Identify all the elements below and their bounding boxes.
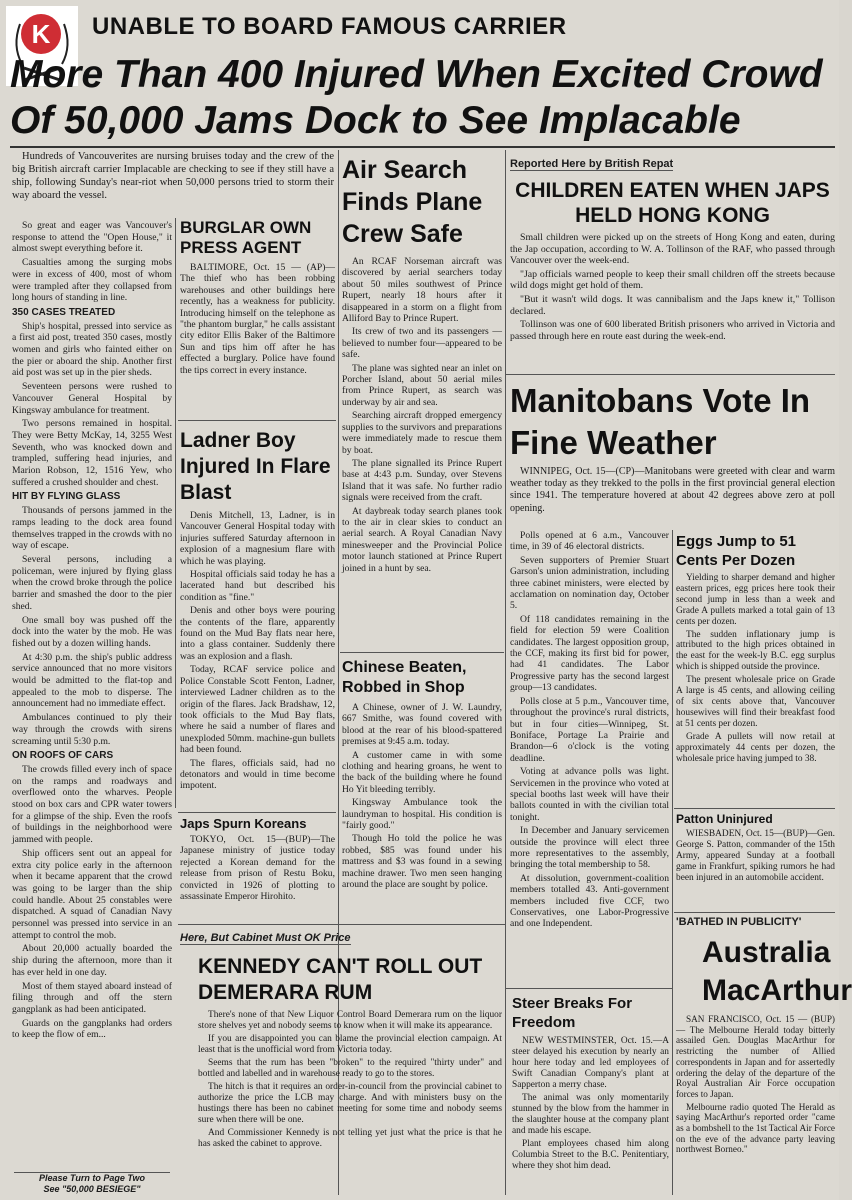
- rule-kennedy-top: [178, 924, 505, 925]
- kennedy-story: [180, 928, 502, 1190]
- kicker-headline: UNABLE TO BOARD FAMOUS CARRIER: [92, 13, 567, 40]
- ladner-paragraph: Hospital officials said today he has a lacerated hand but described his condition as "fine.": [180, 569, 335, 603]
- lead-paragraph: Ambulances continued to ply their way through the crowds with sirens screaming until 5:30 p.m.: [12, 712, 172, 747]
- manitoba-paragraph: Of 118 candidates remaining in the field for election 59 were Coalition candidates. The largest opposition group, the CCF, making its first bid for power, had 41 candidates. The Labor Progressive party has the second largest group—13 candidates.: [510, 613, 669, 694]
- eggs-paragraph: Grade A pullets will now retail at approximately 44 cents per dozen, the wholesale price having jumped to 38.: [676, 731, 835, 764]
- eggs-paragraph: Yielding to sharper demand and higher eastern prices, egg prices here took their second jump in less than a week and Grade A pullets marked a total gain of 13 cents per dozen.: [676, 573, 835, 627]
- lead-story-column: [12, 220, 172, 1195]
- japs-koreans-body: [180, 834, 335, 916]
- main-headline-line2: Of 50,000 Jams Dock to See Implacable: [10, 99, 741, 142]
- lead-subhead: 350 CASES TREATED: [12, 306, 116, 318]
- lead-paragraph: Casualties among the surging mobs were in excess of 400, most of whom were trampled after they collapsed from long hours of standing in line.: [12, 257, 172, 304]
- steer-paragraph: The animal was only momentarily stunned by the blow from the hammer in the slaughter house at the company plant and made his escape.: [512, 1093, 669, 1136]
- rule-patton: [674, 912, 835, 913]
- rule-manitoba: [506, 988, 672, 989]
- ladner-headline: Ladner Boy Injured In Flare Blast: [180, 429, 331, 504]
- lead-paragraph: Several persons, including a policeman, were injured by flying glass when the crowd broke through the police barrier and smashed the door to the pier shed.: [12, 553, 172, 612]
- hong-kong-paragraph: "Jap officials warned people to keep their small children off the streets because wild dogs might get hold of them.: [510, 268, 835, 292]
- lead-paragraph: Thousands of persons jammed in the ramps leading to the dock area found themselves trapped in the crowds with no way of escape.: [12, 505, 172, 552]
- column-rule-3: [505, 150, 506, 1195]
- macarthur-story: [676, 916, 852, 1164]
- manitoba-lead: [510, 466, 835, 528]
- lead-intro: [12, 150, 334, 216]
- air-search-paragraph: Searching aircraft dropped emergency supplies to the survivors and preparations were immediately made to rescue them by boat.: [342, 410, 502, 456]
- air-search-paragraph: Its crew of two and its passengers — believed to number four—appeared to be safe.: [342, 326, 502, 361]
- hong-kong-kicker: Reported Here by British Repat: [510, 158, 674, 170]
- main-headline-line1: More Than 400 Injured When Excited Crowd: [10, 53, 823, 96]
- hong-kong-story: [510, 154, 835, 374]
- chinese-story: [342, 658, 502, 918]
- manitoba-paragraph: At dissolution, government-coalition members totalled 43. Anti-government members included five CCF, two Conservatives, one Labor-Progressive and one Independent.: [510, 872, 669, 930]
- rule-eggs: [674, 808, 835, 809]
- macarthur-paragraph: Melbourne radio quoted The Herald as saying MacArthur's reported order "came as a bombshell to the 1st Tactical Air Force on the eve of the advance party leaving northwest Borneo.": [676, 1101, 835, 1155]
- steer-headline: Steer Breaks For Freedom: [512, 995, 633, 1031]
- continued-line2: See "50,000 BESIEGE": [43, 1184, 141, 1194]
- manitoba-paragraph: Polls close at 5 p.m., Vancouver time, throughout the province's rural districts, but in four cities—Winnipeg, St. Boniface, Portage La Prairie and Brandon—6 o'clock is the voting deadline.: [510, 695, 669, 764]
- kennedy-paragraph: If you are disappointed you can blame the provincial election campaign. At least that is the unofficial word from Victoria today.: [198, 1034, 502, 1055]
- patton-body: [676, 829, 835, 919]
- lead-paragraph: Ship's hospital, pressed into service as a first aid post, treated 350 cases, mostly women and girls who fainted either on the pier or aboard the ship. Another first aid post was set up in the pier sheds.: [12, 320, 172, 379]
- patton-paragraph: WIESBADEN, Oct. 15—(BUP)—Gen. George S. Patton, commander of the 15th Army, appeared Sunday at a football game in Frankfurt, spiking rumors he had been injured in an automobile accident.: [676, 829, 835, 883]
- chinese-paragraph: Though Ho told the police he was robbed, $85 was found under his mattress and $3 was found in a sewing machine drawer. Two men seen hanging around the place are sought by police.: [342, 833, 502, 891]
- column-rule-1: [175, 218, 176, 808]
- manitoba-body: [510, 530, 669, 930]
- kennedy-paragraph: And Commissioner Kennedy is not telling yet just what the price is that he has asked the cabinet to approve.: [198, 1128, 502, 1149]
- logo-letter: K: [21, 14, 61, 54]
- lead-paragraph: Ship officers sent out an appeal for extra city police early in the afternoon when it became apparent that the crowd was going to be larger than the ship could handle. About 25 constables were dispatched. A squad of Canadian Navy personnel was pressed into service in an attempt to control the mob.: [12, 847, 172, 941]
- main-headline: [10, 52, 835, 144]
- manitoba-paragraph: Polls opened at 6 a.m., Vancouver time, in 39 of 46 electoral districts.: [510, 530, 669, 553]
- eggs-headline: Eggs Jump to 51 Cents Per Dozen: [676, 533, 797, 569]
- japs-koreans-headline: Japs Spurn Koreans: [180, 816, 307, 831]
- macarthur-body: [676, 1014, 835, 1164]
- lead-paragraph: At 4:30 p.m. the ship's public address service announced that no more visitors would be admitted to the flat-top and appealed to the mob to disperse. The announcement had no immediate effect.: [12, 651, 172, 710]
- burglar-body: [180, 262, 335, 412]
- rule-air-search: [340, 652, 504, 653]
- manitoba-lead-paragraph: WINNIPEG, Oct. 15—(CP)—Manitobans were greeted with clear and warm weather today as they trekked to the polls in the first provincial general election since 1941. The temperature hovered at about 42 degrees above zero at poll opening.: [510, 466, 835, 514]
- manitoba-paragraph: Seven supporters of Premier Stuart Garson's union administration, including three cabinet ministers, were elected by acclamation on nomination day, October 5.: [510, 554, 669, 612]
- chinese-paragraph: A Chinese, owner of J. W. Laundry, 667 Smithe, was found covered with blood at the rear of his blood-spattered premises at 9:45 a.m. today.: [342, 702, 502, 748]
- patton-headline: Patton Uninjured: [676, 812, 773, 826]
- eggs-paragraph: The present wholesale price on Grade A large is 45 cents, and allowing ceiling of six cents above that, Vancouver housewives will find their breakfast food at 51 cents per dozen.: [676, 675, 835, 729]
- steer-body: [512, 1036, 669, 1194]
- lead-paragraph: Seventeen persons were rushed to Vancouver General Hospital by Kingsway ambulance for treatment.: [12, 381, 172, 416]
- hong-kong-body: [510, 232, 835, 374]
- chinese-paragraph: A customer came in with some clothing and hearing groans, he went to the back of the building where he found Ho Yit bleeding terribly.: [342, 749, 502, 795]
- patton-story: [676, 812, 835, 919]
- ladner-paragraph: Today, RCAF service police and Police Constable Scott Fenton, Ladner, interviewed Ladner children as to the origin of the flares. Jack Bradshaw, 12, took officials to the Mud Bay flats, where he said a number of flares and unexploded 50mm. machine-gun bullets had been found.: [180, 664, 335, 756]
- lead-paragraph: About 20,000 actually boarded the ship during the afternoon, more than it has ever held in one day.: [12, 943, 172, 978]
- continued-line1: Please Turn to Page Two: [38, 1173, 146, 1183]
- eggs-body: [676, 573, 835, 781]
- ladner-paragraph: Denis and other boys were pouring the contents of the flare, apparently found on the Mud Bay flats near here, into a glass container. Suddenly there was an explosion and a flash.: [180, 605, 335, 662]
- steer-paragraph: NEW WESTMINSTER, Oct. 15.—A steer delayed his execution by nearly an hour here today and led employees of Swift Canadian Company's plant at Sapperton a merry chase.: [512, 1036, 669, 1090]
- chinese-paragraph: Kingsway Ambulance took the laundryman to hospital. His condition is "fairly good.": [342, 797, 502, 832]
- burglar-paragraph: BALTIMORE, Oct. 15 — (AP)—The thief who has been robbing warehouses and other buildings here recently, has a weakness for publicity. Introducing himself on the telephone as "the phantom burglar," he calls assistant city editor Ellis Baker of the Baltimore Sun and tips him off after he has effected a burglary. Police have found the tips correct in every instance.: [180, 262, 335, 376]
- burglar-headline: BURGLAR OWN PRESS AGENT: [180, 218, 312, 257]
- hong-kong-paragraph: Tollinson was one of 600 liberated British prisoners who arrived in Victoria and passed through here en route east during the week-end.: [510, 319, 835, 342]
- manitoba-paragraph: In December and January servicemen outside the province will elect three more representatives to the assembly, bringing the total membership to 58.: [510, 825, 669, 871]
- lead-subhead: ON ROOFS OF CARS: [12, 750, 114, 762]
- lead-paragraph: So great and eager was Vancouver's response to attend the "Open House," it almost swept everything before it.: [12, 220, 172, 255]
- air-search-body: [342, 256, 502, 616]
- macarthur-headline: Australia MacArthur: [702, 936, 852, 1007]
- air-search-paragraph: At daybreak today search planes took to the air in clear skies to conduct an aerial search. A Royal Canadian Navy minesweeper and the Provincial Police motor launch stationed at Prince Rupert joined in a hunt by sea.: [342, 505, 502, 574]
- japs-koreans-story: [180, 816, 335, 916]
- kennedy-kicker: Here, But Cabinet Must OK Price: [180, 932, 351, 944]
- eggs-paragraph: The sudden inflationary jump is attributed to the high prices obtained in the east for the week-ly B.C. egg surplus which is shipped outside the province.: [676, 629, 835, 673]
- chinese-body: [342, 702, 502, 918]
- header-rule: [10, 146, 835, 148]
- eggs-story: [676, 532, 835, 781]
- lead-subhead: HIT BY FLYING GLASS: [12, 491, 121, 503]
- lead-paragraph: Two persons remained in hospital. They were Betty McKay, 14, 3255 West Seventh, who was knocked down and trampled, suffering head injuries, and Marion Robson, 12, 1516 Yew, who suffered a crushed shoulder and chest.: [12, 418, 172, 488]
- ladner-body: [180, 510, 335, 800]
- air-search-story: [342, 154, 502, 616]
- manitoba-paragraph: Voting at advance polls was light. Servicemen in the province who voted at special booths last week will have their ballots counted in with the civilian total tonight.: [510, 766, 669, 823]
- lead-paragraph: One small boy was pushed off the dock into the water by the mob. He was fished out by a dozen willing hands.: [12, 614, 172, 649]
- kennedy-paragraph: Seems that the rum has been "broken" to the required "thirty under" and bottled and labelled and in warehouse ready to go to the stores.: [198, 1058, 502, 1079]
- ladner-story: [180, 428, 335, 800]
- air-search-paragraph: An RCAF Norseman aircraft was discovered by aerial searchers today about 50 miles southwest of Prince Rupert, nearly 18 hours after it disappeared in a storm on a flight from Alliford Bay to Prince Rupert.: [342, 256, 502, 325]
- column-rule-4: [672, 530, 673, 1195]
- air-search-paragraph: The plane signalled its Prince Rupert base at 4:43 p.m. Sunday, over Stevens Island that it was safe. No further radio signals were received from the craft.: [342, 457, 502, 504]
- hong-kong-paragraph: "But it wasn't wild dogs. It was cannibalism and the Japs knew it," Tollison declared.: [510, 293, 835, 317]
- lead-paragraph: Guards on the gangplanks had orders to keep the flow of em...: [12, 1017, 172, 1041]
- lead-intro-text: Hundreds of Vancouverites are nursing bruises today and the crew of the big British aircraft carrier Implacable are checking to see if they still have a ship, following Sunday's near-riot when 50,000 persons tried to storm their way aboard the vessel.: [12, 151, 334, 201]
- steer-paragraph: Plant employees chased him along Columbia Street to the B.C. Penitentiary, where they shot him dead.: [512, 1139, 669, 1171]
- rule-burglar: [178, 420, 336, 421]
- ladner-paragraph: Denis Mitchell, 13, Ladner, is in Vancouver General Hospital today with injuries suffered Saturday afternoon in explosion of a magnesium flare with which he was playing.: [180, 510, 335, 567]
- macarthur-kicker: 'BATHED IN PUBLICITY': [676, 916, 802, 928]
- steer-story: [512, 994, 669, 1194]
- rule-hong-kong: [506, 374, 835, 375]
- lead-continued: [14, 1172, 170, 1195]
- manitoba-headline: Manitobans Vote In Fine Weather: [510, 382, 811, 461]
- kennedy-headline: KENNEDY CAN'T ROLL OUT DEMERARA RUM: [198, 955, 483, 1004]
- hong-kong-headline: CHILDREN EATEN WHEN JAPS HELD HONG KONG: [515, 179, 830, 227]
- burglar-story: [180, 218, 335, 412]
- air-search-headline: Air Search Finds Plane Crew Safe: [342, 156, 483, 248]
- air-search-paragraph: The plane was sighted near an inlet on Porcher Island, about 50 aerial miles from Prince Rupert, as search was underway by air and sea.: [342, 362, 502, 408]
- kennedy-body: [180, 1010, 502, 1190]
- rule-ladner: [178, 812, 336, 813]
- hong-kong-paragraph: Small children were picked up on the streets of Hong Kong and eaten, during the Jap occupation, according to W. A. Tollinson of the RAF, who passed through Vancouver over the week-end.: [510, 232, 835, 267]
- lead-paragraph: The crowds filled every inch of space on the ramps and roadways and overflowed onto the wharves. People stood on box cars and CPR water towers for a glimpse of the ship. Even the roofs of buildings in the neighborhood were jammed with people.: [12, 763, 172, 846]
- kennedy-paragraph: The hitch is that it requires an order-in-council from the provincial cabinet to authorize the price the LCB may charge. And with ministers busy on the hustings there has been no cabinet meeting for some time and nobody seems sure when there will be one.: [198, 1082, 502, 1125]
- kennedy-paragraph: There's none of that New Liquor Control Board Demerara rum on the liquor store shelves yet and nobody seems to know when it will make its appearance.: [198, 1010, 502, 1031]
- japs-koreans-paragraph: TOKYO, Oct. 15—(BUP)—The Japanese ministry of justice today rejected a Korean demand for the release from prison of Restu Boku, convicted in 1926 of plotting to assassinate Emperor Hirohito.: [180, 834, 335, 903]
- lead-paragraph: Most of them stayed aboard instead of filing through and off the stern gangplank as had been anticipated.: [12, 980, 172, 1015]
- chinese-headline: Chinese Beaten, Robbed in Shop: [342, 659, 467, 696]
- macarthur-paragraph: SAN FRANCISCO, Oct. 15 — (BUP) — The Melbourne Herald today bitterly assailed Gen. Douglas MacArthur for restricting the number of Allied correspondents in Japan and for assertedly ordering the delay of the departure of the Royal Australian Air Force occupation forces to Japan.: [676, 1014, 835, 1099]
- ladner-paragraph: The flares, officials said, had no detonators and would in time become impotent.: [180, 757, 335, 792]
